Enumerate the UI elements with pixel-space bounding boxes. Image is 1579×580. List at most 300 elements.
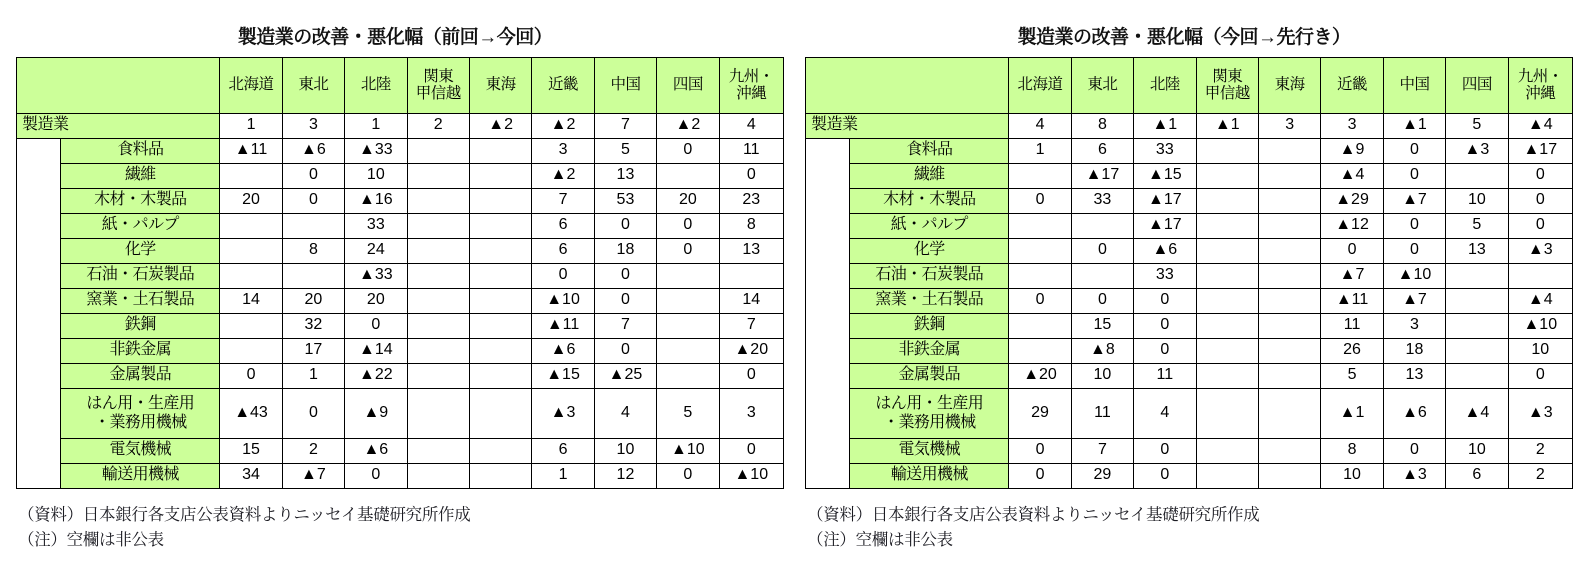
table-row: [806, 238, 1573, 263]
cell-unavailable: [1071, 263, 1133, 288]
cell-unavailable: [220, 213, 282, 238]
cell-value-text: ▲11: [234, 141, 268, 159]
cell-value: [1383, 388, 1445, 438]
cell-value-text: 11: [742, 141, 760, 159]
cell-value-text: 20: [678, 191, 697, 209]
cell-value-text: 4: [746, 116, 756, 134]
cell-unavailable: [1009, 338, 1071, 363]
cell-value-text: 0: [746, 441, 756, 459]
cell-value-text: 6: [558, 441, 568, 459]
table-row: [17, 438, 784, 463]
cell-value-text: ▲1: [1402, 116, 1427, 134]
cell-unavailable: [1196, 263, 1258, 288]
column-header-region: [345, 57, 407, 113]
row-label: 非鉄金属: [850, 338, 1009, 363]
cell-value-text: 5: [1472, 216, 1482, 234]
cell-value: [282, 338, 344, 363]
cell-value: [345, 338, 407, 363]
table-row: [17, 388, 784, 438]
cell-value: [1383, 188, 1445, 213]
cell-value: [594, 138, 656, 163]
cell-value-text: 6: [1097, 141, 1107, 159]
cell-value-text: 0: [1535, 366, 1545, 384]
column-header-region: [1446, 57, 1508, 113]
cell-value: [594, 363, 656, 388]
cell-value-text: 0: [621, 266, 630, 284]
cell-value: [1134, 163, 1196, 188]
cell-value-text: ▲6: [550, 341, 576, 359]
cell-value: [1071, 363, 1133, 388]
table-row: [17, 363, 784, 388]
cell-unavailable: [657, 288, 719, 313]
table-row: [17, 313, 784, 338]
cell-value: [1134, 363, 1196, 388]
cell-value-text: 3: [1347, 116, 1357, 134]
column-header-line1: 北陸: [360, 76, 391, 94]
cell-value-text: 5: [621, 141, 630, 159]
row-label: 食料品: [61, 138, 220, 163]
table-row: [806, 288, 1573, 313]
row-label: 鉄鋼: [850, 313, 1009, 338]
column-header-region: [594, 57, 656, 113]
cell-value-text: 0: [1410, 216, 1419, 234]
cell-value: [1446, 388, 1508, 438]
cell-value: [532, 463, 594, 488]
column-header-region: [657, 57, 719, 113]
cell-unavailable: [1446, 363, 1508, 388]
table-row: [17, 238, 784, 263]
row-label: 紙・パルプ: [61, 213, 220, 238]
cell-value-text: 6: [1472, 466, 1482, 484]
row-label-line: ・業務用機械: [883, 414, 976, 432]
cell-value: [1134, 138, 1196, 163]
cell-value: [1383, 338, 1445, 363]
cell-value-text: 18: [616, 241, 635, 259]
cell-value-text: 0: [683, 241, 693, 259]
cell-value: [1383, 113, 1445, 138]
cell-value-text: ▲43: [234, 403, 268, 421]
table-row: [806, 388, 1573, 438]
cell-value: [719, 463, 783, 488]
column-header-line1: 東北: [1087, 76, 1118, 94]
cell-value-text: 8: [1097, 116, 1107, 134]
cell-value: [719, 313, 783, 338]
cell-unavailable: [1258, 438, 1320, 463]
cell-value: [345, 263, 407, 288]
cell-value-text: ▲12: [1335, 216, 1369, 234]
cell-value: [1321, 238, 1383, 263]
cell-value: [1383, 313, 1445, 338]
cell-unavailable: [469, 138, 531, 163]
cell-unavailable: [1196, 388, 1258, 438]
row-label: 繊維: [850, 163, 1009, 188]
cell-value-text: 34: [242, 466, 260, 484]
row-label: 木材・木製品: [61, 188, 220, 213]
cell-value-text: ▲7: [301, 466, 326, 484]
cell-value: [220, 288, 282, 313]
cell-value-text: 5: [1347, 366, 1357, 384]
cell-value-text: ▲11: [1335, 291, 1369, 309]
cell-value-text: 3: [746, 403, 756, 421]
cell-unavailable: [469, 463, 531, 488]
cell-value-text: ▲1: [1152, 116, 1178, 134]
cell-value-text: 0: [1535, 166, 1545, 184]
cell-value: [1134, 263, 1196, 288]
column-header-region: [1009, 57, 1071, 113]
column-header-text: [1510, 68, 1571, 103]
cell-value: [282, 113, 344, 138]
cell-unavailable: [1196, 138, 1258, 163]
cell-value-text: 0: [1035, 441, 1045, 459]
cell-value-text: ▲7: [1402, 291, 1427, 309]
cell-value: [345, 363, 407, 388]
column-header-region: [469, 57, 531, 113]
cell-value: [220, 363, 282, 388]
cell-value: [1071, 313, 1133, 338]
cell-unavailable: [1196, 188, 1258, 213]
cell-value-text: ▲3: [1402, 466, 1427, 484]
cell-unavailable: [1258, 363, 1320, 388]
row-label: 紙・パルプ: [850, 213, 1009, 238]
cell-value-text: 0: [621, 216, 630, 234]
cell-value-text: ▲11: [546, 316, 580, 334]
row-label: 電気機械: [61, 438, 220, 463]
cell-value: [719, 138, 783, 163]
cell-value-text: 6: [558, 241, 568, 259]
cell-value-text: 8: [1347, 441, 1357, 459]
cell-value-text: 33: [1093, 191, 1112, 209]
column-header-line1: 北陸: [1149, 76, 1180, 94]
cell-value-text: 10: [1531, 341, 1550, 359]
header-corner-cell: [17, 57, 220, 113]
column-header-line2: 沖縄: [736, 85, 767, 103]
cell-value-text: 0: [308, 166, 318, 184]
cell-value: [1508, 213, 1572, 238]
cell-unavailable: [1446, 288, 1508, 313]
cell-value-text: ▲29: [1335, 191, 1369, 209]
cell-value-text: 0: [1410, 141, 1419, 159]
cell-value-text: 20: [366, 291, 385, 309]
cell-value: [1134, 463, 1196, 488]
cell-value: [1009, 363, 1071, 388]
cell-value: [1071, 463, 1133, 488]
row-label: 木材・木製品: [850, 188, 1009, 213]
cell-value: [594, 438, 656, 463]
cell-value: [345, 138, 407, 163]
cell-unavailable: [1196, 338, 1258, 363]
cell-value-text: 1: [371, 116, 381, 134]
cell-value-text: ▲33: [359, 141, 393, 159]
cell-value: [407, 113, 469, 138]
cell-unavailable: [1196, 238, 1258, 263]
cell-value: [1009, 463, 1071, 488]
cell-value-text: 29: [1093, 466, 1112, 484]
cell-value: [1321, 188, 1383, 213]
cell-unavailable: [1009, 313, 1071, 338]
row-label-line: はん用・生産用: [86, 394, 195, 412]
cell-value-text: ▲15: [1148, 166, 1182, 184]
cell-value-text: 0: [1410, 441, 1419, 459]
cell-value: [1383, 138, 1445, 163]
cell-value-text: 14: [742, 291, 761, 309]
cell-value: [1071, 438, 1133, 463]
cell-value: [345, 113, 407, 138]
cell-unavailable: [1196, 363, 1258, 388]
cell-value: [1508, 188, 1572, 213]
cell-value: [1383, 363, 1445, 388]
cell-value: [657, 188, 719, 213]
cell-value: [1321, 213, 1383, 238]
cell-value: [1321, 163, 1383, 188]
cell-value-text: 13: [1405, 366, 1424, 384]
cell-value-text: 0: [308, 403, 318, 421]
cell-unavailable: [407, 338, 469, 363]
cell-unavailable: [1258, 138, 1320, 163]
cell-value: [532, 363, 594, 388]
cell-unavailable: [1446, 163, 1508, 188]
cell-value-text: 29: [1031, 403, 1049, 421]
cell-value: [220, 438, 282, 463]
cell-value-text: ▲10: [1397, 266, 1432, 284]
cell-unavailable: [1446, 313, 1508, 338]
row-label: 鉄鋼: [61, 313, 220, 338]
table-header-row: [17, 57, 784, 113]
cell-value-text: 13: [1467, 241, 1486, 259]
cell-value: [1071, 188, 1133, 213]
row-indent-spacer: [806, 138, 850, 488]
cell-value-text: ▲10: [546, 291, 580, 309]
cell-value: [345, 188, 407, 213]
cell-value: [719, 338, 783, 363]
cell-value-text: 53: [616, 191, 635, 209]
column-header-line1: 関東: [423, 68, 454, 86]
cell-unavailable: [1258, 163, 1320, 188]
cell-value-text: ▲20: [734, 341, 769, 359]
cell-value: [220, 138, 282, 163]
cell-value: [657, 138, 719, 163]
cell-value-text: 24: [366, 241, 385, 259]
cell-value: [719, 213, 783, 238]
cell-value: [1321, 438, 1383, 463]
column-header-region: [1071, 57, 1133, 113]
cell-value-text: ▲17: [1085, 166, 1120, 184]
column-header-region: [532, 57, 594, 113]
column-header-region: [719, 57, 783, 113]
column-header-text: [1198, 68, 1257, 103]
cell-value-text: 4: [1035, 116, 1045, 134]
cell-value-text: 13: [742, 241, 761, 259]
cell-value-text: 17: [304, 341, 323, 359]
cell-unavailable: [1071, 213, 1133, 238]
cell-value: [657, 388, 719, 438]
cell-value: [532, 113, 594, 138]
column-header-line1: 東海: [485, 76, 516, 94]
cell-value-text: ▲8: [1090, 341, 1115, 359]
cell-unavailable: [1009, 163, 1071, 188]
cell-value-text: ▲4: [1339, 166, 1365, 184]
footnote-note: （注）空欄は非公表: [807, 531, 953, 550]
cell-unavailable: [469, 163, 531, 188]
cell-value-text: 10: [1343, 466, 1361, 484]
cell-value-text: 3: [558, 141, 568, 159]
column-header-line1: 中国: [610, 76, 641, 94]
cell-value: [1134, 238, 1196, 263]
cell-value: [532, 138, 594, 163]
cell-value-text: 0: [1160, 316, 1170, 334]
cell-value: [282, 188, 344, 213]
cell-value-text: ▲10: [734, 466, 769, 484]
cell-value-text: 10: [1467, 191, 1486, 209]
cell-value: [1508, 388, 1572, 438]
table-row: [17, 138, 784, 163]
table-row: [17, 163, 784, 188]
cell-value: [1321, 388, 1383, 438]
cell-value-text: 0: [1035, 466, 1045, 484]
column-header-line1: 北海道: [228, 76, 274, 94]
cell-value: [594, 463, 656, 488]
cell-value: [1508, 338, 1572, 363]
cell-value: [345, 463, 407, 488]
cell-unavailable: [469, 338, 531, 363]
cell-unavailable: [469, 363, 531, 388]
cell-value-text: 7: [1097, 441, 1107, 459]
cell-value-text: 11: [1343, 316, 1361, 334]
cell-value: [594, 163, 656, 188]
cell-value: [1508, 113, 1572, 138]
cell-unavailable: [657, 313, 719, 338]
cell-unavailable: [1258, 238, 1320, 263]
column-header-text: [721, 68, 782, 103]
cell-value-text: 7: [746, 316, 756, 334]
table-row: [806, 163, 1573, 188]
cell-unavailable: [1258, 263, 1320, 288]
cell-value: [1009, 113, 1071, 138]
cell-value-text: 0: [621, 291, 630, 309]
cell-unavailable: [1258, 288, 1320, 313]
table-row: [17, 188, 784, 213]
footnotes: [0, 489, 790, 554]
cell-unavailable: [1446, 263, 1508, 288]
cell-value: [1134, 313, 1196, 338]
cell-value: [594, 213, 656, 238]
cell-unavailable: [1196, 463, 1258, 488]
cell-value-text: ▲3: [550, 403, 576, 421]
cell-value: [594, 113, 656, 138]
column-header-line1: 九州・: [728, 68, 774, 86]
cell-value: [220, 113, 282, 138]
cell-value: [345, 163, 407, 188]
footnote-source: （資料）日本銀行各支店公表資料よりニッセイ基礎研究所作成: [18, 505, 471, 524]
cell-value-text: 10: [1093, 366, 1112, 384]
cell-value-text: 4: [621, 403, 630, 421]
cell-value: [282, 288, 344, 313]
table-row: [17, 463, 784, 488]
row-label-line: はん用・生産用: [875, 394, 984, 412]
row-label: 窯業・土石製品: [850, 288, 1009, 313]
table-row: [17, 288, 784, 313]
cell-value: [345, 438, 407, 463]
cell-value: [1134, 388, 1196, 438]
cell-value: [719, 163, 783, 188]
table-row: [806, 438, 1573, 463]
cell-unavailable: [469, 188, 531, 213]
cell-value-text: ▲2: [488, 116, 513, 134]
header-corner-cell: [806, 57, 1009, 113]
row-label-total: 製造業: [17, 113, 220, 138]
data-table: [16, 57, 784, 489]
cell-value-text: 3: [308, 116, 318, 134]
cell-unavailable: [1446, 338, 1508, 363]
cell-value-text: 2: [433, 116, 443, 134]
cell-unavailable: [469, 263, 531, 288]
cell-value-text: ▲22: [359, 366, 393, 384]
cell-value: [1383, 163, 1445, 188]
panel-current-to-forecast: [789, 0, 1579, 580]
row-label-line: ・業務用機械: [94, 414, 187, 432]
column-header-line1: 北海道: [1017, 76, 1063, 94]
cell-unavailable: [407, 138, 469, 163]
cell-value-text: ▲9: [1339, 141, 1365, 159]
table-row: [17, 263, 784, 288]
cell-unavailable: [469, 213, 531, 238]
table-row: [17, 338, 784, 363]
cell-value-text: 0: [1535, 191, 1545, 209]
cell-value-text: ▲3: [1527, 403, 1553, 421]
cell-value: [1009, 188, 1071, 213]
cell-value: [1321, 338, 1383, 363]
cell-value: [1071, 338, 1133, 363]
cell-unavailable: [1508, 263, 1572, 288]
column-header-line2: 沖縄: [1525, 85, 1556, 103]
cell-unavailable: [469, 288, 531, 313]
table-row: [806, 363, 1573, 388]
column-header-line1: 東海: [1274, 76, 1305, 94]
cell-value-text: ▲17: [1148, 216, 1182, 234]
cell-value: [532, 313, 594, 338]
cell-value-text: ▲2: [550, 116, 576, 134]
cell-value: [1446, 113, 1508, 138]
cell-value-text: 1: [558, 466, 568, 484]
cell-unavailable: [407, 288, 469, 313]
cell-value: [345, 313, 407, 338]
cell-unavailable: [1196, 438, 1258, 463]
cell-value: [1508, 463, 1572, 488]
cell-unavailable: [407, 438, 469, 463]
cell-value: [1383, 463, 1445, 488]
cell-value: [345, 238, 407, 263]
cell-value-text: 0: [1410, 166, 1419, 184]
cell-value-text: ▲10: [671, 441, 705, 459]
cell-value-text: 0: [683, 141, 693, 159]
cell-value-text: ▲20: [1023, 366, 1057, 384]
cell-value: [282, 363, 344, 388]
cell-unavailable: [407, 363, 469, 388]
cell-value: [594, 263, 656, 288]
cell-unavailable: [1258, 313, 1320, 338]
column-header-line1: 四国: [672, 76, 703, 94]
row-label: 非鉄金属: [61, 338, 220, 363]
cell-value: [1508, 163, 1572, 188]
cell-value: [1321, 113, 1383, 138]
cell-value-text: 0: [558, 266, 568, 284]
cell-value: [1134, 213, 1196, 238]
cell-unavailable: [1196, 163, 1258, 188]
cell-value-text: 0: [746, 366, 756, 384]
cell-unavailable: [657, 263, 719, 288]
cell-value: [719, 388, 783, 438]
cell-value: [1508, 238, 1572, 263]
cell-value: [345, 213, 407, 238]
